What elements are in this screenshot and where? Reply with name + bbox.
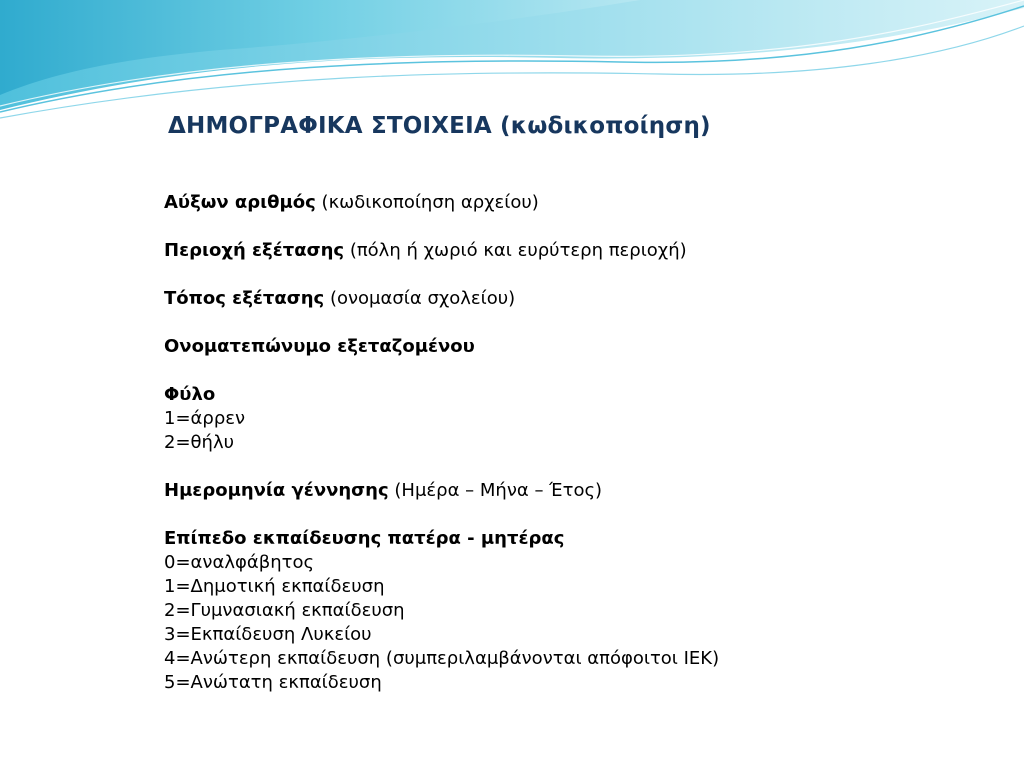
- field-birth-date: [164, 479, 1004, 503]
- code-item: 4=Ανώτερη εκπαίδευση (συμπεριλαμβάνονται απόφοιτοι ΙΕΚ): [164, 648, 720, 669]
- field-serial-number: [164, 191, 1004, 215]
- field-note: (κωδικοποίηση αρχείου): [321, 192, 539, 213]
- code-item: 3=Εκπαίδευση Λυκείου: [164, 624, 372, 645]
- field-note: (Ημέρα – Μήνα – Έτος): [394, 480, 603, 501]
- code-item: 5=Ανώτατη εκπαίδευση: [164, 672, 382, 693]
- field-label: Περιοχή εξέτασης: [164, 240, 345, 261]
- wave-decoration: [0, 0, 1024, 130]
- field-note: (πόλη ή χωριό και ευρύτερη περιοχή): [349, 240, 687, 261]
- field-heading: [164, 335, 1004, 359]
- field-note: (ονομασία σχολείου): [329, 288, 516, 309]
- field-sex: [164, 383, 1004, 455]
- field-heading: [164, 527, 1004, 551]
- field-heading: [164, 191, 1004, 215]
- code-item: 2=θήλυ: [164, 432, 235, 453]
- code-item: 2=Γυμνασιακή εκπαίδευση: [164, 600, 405, 621]
- field-parent-education: [164, 527, 1004, 695]
- field-label: Φύλο: [164, 384, 216, 405]
- field-label: Τόπος εξέτασης: [164, 288, 325, 309]
- field-label: Ονοματεπώνυμο εξεταζομένου: [164, 336, 475, 357]
- slide-title: ΔΗΜΟΓΡΑΦΙΚΑ ΣΤΟΙΧΕΙΑ (κωδικοποίηση): [168, 113, 711, 139]
- field-heading: [164, 239, 1004, 263]
- field-heading: [164, 287, 1004, 311]
- field-list: [164, 191, 1004, 719]
- field-exam-area: [164, 239, 1004, 263]
- field-heading: [164, 383, 1004, 407]
- field-exam-place: [164, 287, 1004, 311]
- field-label: Ημερομηνία γέννησης: [164, 480, 389, 501]
- field-label: Επίπεδο εκπαίδευσης πατέρα - μητέρας: [164, 528, 565, 549]
- code-item: 1=άρρεν: [164, 408, 246, 429]
- field-full-name: [164, 335, 1004, 359]
- code-item: 0=αναλφάβητος: [164, 552, 315, 573]
- field-heading: [164, 479, 1004, 503]
- code-item: 1=Δημοτική εκπαίδευση: [164, 576, 385, 597]
- field-label: Αύξων αριθμός: [164, 192, 316, 213]
